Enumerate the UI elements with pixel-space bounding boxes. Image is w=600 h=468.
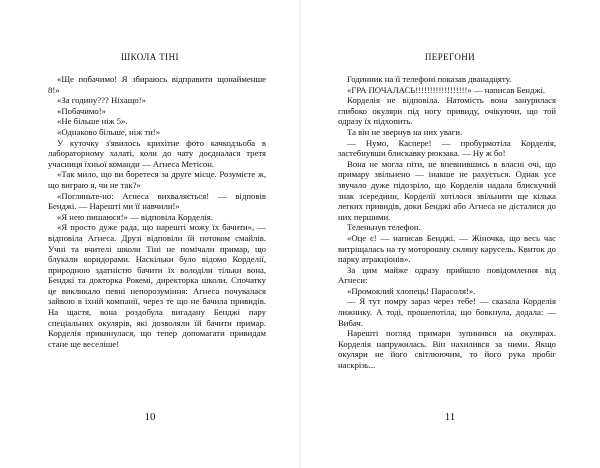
left-page-body — [48, 74, 266, 349]
paragraph: «Промоклий хлопець! Парасоля!». — [347, 285, 476, 296]
paragraph: «Ще побачимо! Я збираюсь відправити щонайменше 8!» — [48, 74, 266, 95]
paragraph: «Однаково більше, ніж ти!» — [57, 126, 161, 137]
paragraph: «Я нею пишаюся!» — відповіла Корделія. — [57, 211, 213, 222]
paragraph: Та він не звернув на них уваги. — [347, 126, 463, 137]
paragraph: — Я тут помру зараз через тебе! — сказала Корделія лижнику. А тоді, прошепотіла, що бовкнула, додала: — Вибач. — [338, 296, 556, 328]
paragraph: «Оце є! — написав Бенджі. — Жіночка, що весь час витріщалась на ту моторошну скляну карусель. Квиток до парку атракціонів». — [338, 232, 556, 265]
right-page — [300, 0, 600, 468]
paragraph: «Побачимо!» — [57, 105, 106, 116]
paragraph: За цим майже одразу прийшло повідомлення від Агнеси: — [338, 264, 556, 286]
paragraph: У куточку з'явилось крихітне фото качкодзьоба в лабораторному халаті, коли до чату доєдналася третя учасниця їхньої команди — Агнеса Метісон. — [48, 137, 266, 169]
paragraph: «ГРА ПОЧАЛАСЬ!!!!!!!!!!!!!!!!!!» — написав Бенджі. — [347, 84, 546, 95]
paragraph: «Так мило, що ви боретеся за друге місце. Розумієте ж, що виграю я, чи не так?» — [48, 169, 266, 190]
paragraph: Корделія не відповіла. Натомість вона занурилася глибоко окуляри під ногу привиду, очікуючи, що той одразу їх підхопить. — [338, 95, 556, 127]
paragraph: «Погляньте-но: Агнеса вихваляється! — відповів Бенджі. — Нарешті ми її навчили!» — [48, 190, 266, 212]
page-number-right: 11 — [444, 411, 456, 423]
page-number-left: 10 — [144, 411, 156, 423]
paragraph: — Нумо, Каспере! — пробурмотіла Корделія, застебнувши блискавку рюкзака. — Ну ж бо! — [338, 137, 556, 159]
paragraph: Нарешті погляд примари зупинився на окулярах. Корделія напружилась. Він нахилився за ними. Якщо окуляри не його світлюючим, то його рука пробіг наскрізь... — [338, 328, 556, 371]
right-page-body — [338, 74, 556, 371]
running-header-right: ПЕРЕГОНИ — [424, 52, 476, 62]
paragraph: «За годину??? Ніхащо!» — [57, 95, 147, 106]
paragraph: «Я просто дуже рада, що нарешті можу їх бачити», — відповіла Агнеса. Друзі відповіли їй потоком смайлів. Учні та вчителі школи Тіні не помічали примар, що блукали коридорами. Наскільки було відомо Корделії, природною здатністю бачити їх володіли тільки вона, Бенджі та докторка Рокемі, директорка школи. Спочатку це викликало певні непорозуміння: Агнеса почувалася зайвою в їхній компанії, через те що не бачила привидів. На щастя, вона роздобула вигадану Бенджі пару спеціальних окулярів, які дозволяли їй бачити примар. Корделія прикинулася, що тепер допомагати привидам стане ще веселіше! — [48, 222, 266, 349]
paragraph: Вона не могла піти, не впевнившись в власні очі, що примару звільнено — інакше не рахується. Однак усе звучало дуже підозріло, що Корделія надала блискучий знак зсередини, Корделії хотілося звільнити ще кілька легких привидів, доки Бенджі або Агнеса не дісталися до них першими. — [338, 158, 556, 222]
running-header-left: ШКОЛА ТІНІ — [121, 52, 179, 62]
paragraph: «Не більше ніж 5». — [57, 116, 128, 127]
paragraph: Годинник на її телефоні показав дванадцяту. — [347, 74, 512, 84]
paragraph: Теленьнув телефон. — [347, 222, 421, 233]
